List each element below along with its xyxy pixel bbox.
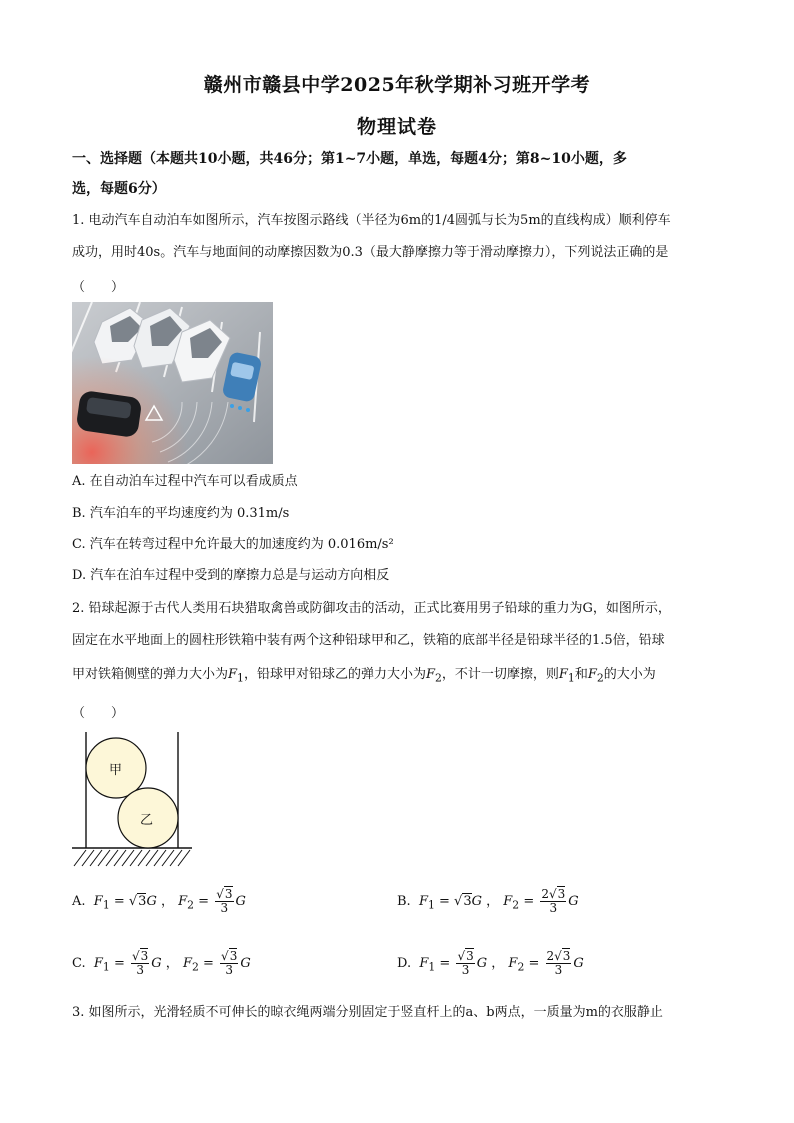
q1-option-b: B. 汽车泊车的平均速度约为 0.31m/s xyxy=(72,506,290,521)
q1-option-d: D. 汽车在泊车过程中受到的摩擦力总是与运动方向相反 xyxy=(72,568,390,583)
parking-illustration xyxy=(72,302,273,464)
section-heading-line2: 选，每题6分） xyxy=(72,181,166,197)
section-heading-line1: 一、选择题（本题共10小题，共46分；第1~7小题，单选，每题4分；第8~10小题，多 xyxy=(72,151,627,167)
q2-option-c: C. $F_1$ = $\frac{√3}{3}$ G ， $F_2$ = $\frac{√3}{3}$ G xyxy=(72,949,251,977)
ball-jia-label: 甲 xyxy=(109,763,123,778)
exam-subtitle: 物理试卷 xyxy=(356,116,437,138)
q2-line2: 固定在水平地面上的圆柱形铁箱中装有两个这种铅球甲和乙，铁箱的底部半径是铅球半径的1.5倍，铅球 xyxy=(72,633,665,648)
q2-option-b: B. $F_1 = √3G$ ， $F_2$ = $\frac{2√3}{3}$ G xyxy=(397,887,579,915)
q1-line2: 成功，用时40s。汽车与地面间的动摩擦因数为0.3（最大静摩擦力等于滑动摩擦力），下列说法正确的是 xyxy=(72,245,669,260)
q1-option-c: C. 汽车在转弯过程中允许最大的加速度约为 0.016m/s² xyxy=(72,537,394,552)
q1-answer-paren: （ ） xyxy=(72,280,125,295)
q1-line1: 1. 电动汽车自动泊车如图所示，汽车按图示路线（半径为6m的1/4圆弧与长为5m的直线构成）顺利停车 xyxy=(72,213,671,228)
q1-option-a: A. 在自动泊车过程中汽车可以看成质点 xyxy=(72,474,298,489)
q3-line1: 3. 如图所示，光滑轻质不可伸长的晾衣绳两端分别固定于竖直杆上的a、b两点，一质量为m的衣服静止 xyxy=(72,1005,663,1020)
q2-option-a: A. $F_1 = √3G$ ， $F_2$ = $\frac{√3}{3}$ G xyxy=(72,887,246,915)
box-balls-diagram xyxy=(72,730,192,868)
ball-yi-label: 乙 xyxy=(140,813,154,828)
q2-answer-paren: （ ） xyxy=(72,706,125,721)
q2-line1: 2. 铅球起源于古代人类用石块猎取禽兽或防御攻击的活动，正式比赛用男子铅球的重力为G，如图所示， xyxy=(72,601,671,616)
q2-option-d: D. $F_1$ = $\frac{√3}{3}$ G ， $F_2$ = $\frac{2√3}{3}$ G xyxy=(397,949,584,977)
q2-line3: 甲对铁箱侧壁的弹力大小为$F_1$，铅球甲对铅球乙的弹力大小为$F_2$，不计一切摩擦，则$F_1$和$F_2$的大小为 xyxy=(72,667,656,685)
exam-title: 赣州市赣县中学2025年秋学期补习班开学考 xyxy=(203,74,591,96)
